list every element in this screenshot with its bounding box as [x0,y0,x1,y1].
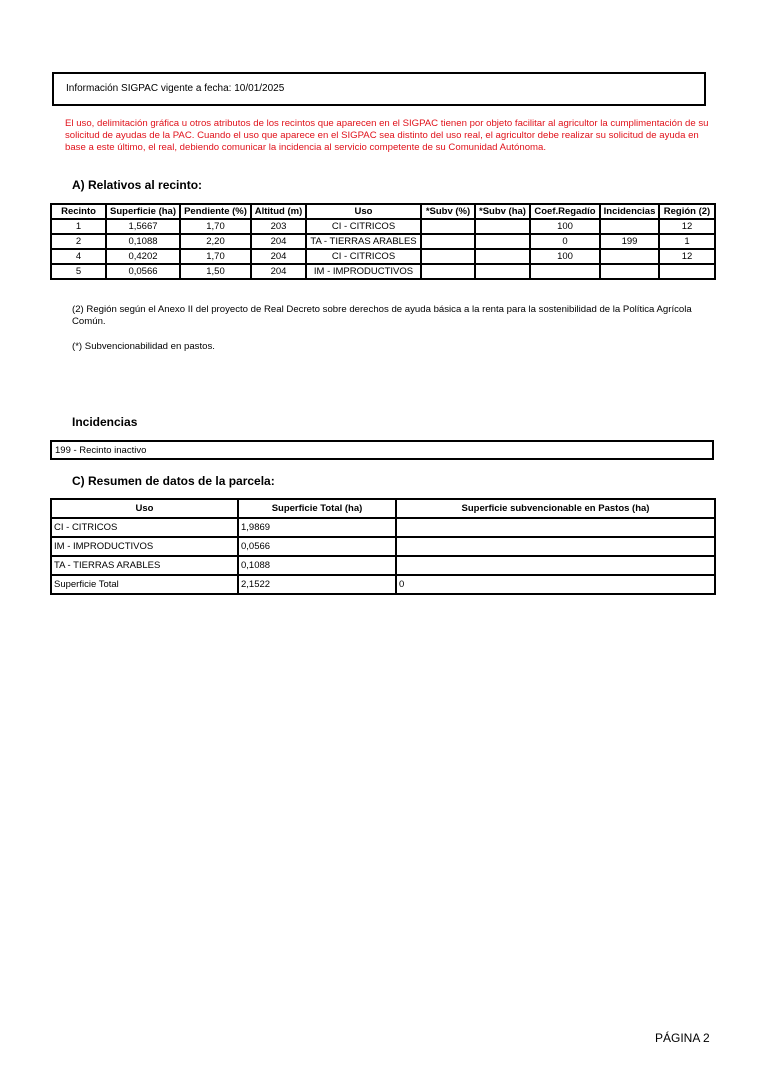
cell-superficie-pastos: 0 [396,575,715,594]
header-recinto: Recinto [51,204,106,219]
cell-superficie-total: 1,9869 [238,518,396,537]
cell-pendiente: 1,70 [180,219,251,234]
cell-superficie-total: 0,1088 [238,556,396,575]
cell-coef-regadio: 100 [530,249,600,264]
cell-superficie-pastos [396,556,715,575]
cell-superficie: 1,5667 [106,219,180,234]
cell-subv-pct [421,249,475,264]
cell-pendiente: 2,20 [180,234,251,249]
cell-coef-regadio: 0 [530,234,600,249]
table-row [51,575,715,594]
cell-recinto: 5 [51,264,106,279]
cell-coef-regadio [530,264,600,279]
cell-subv-pct [421,234,475,249]
cell-altitud: 204 [251,264,306,279]
header-subv-pct: *Subv (%) [421,204,475,219]
info-label: Información SIGPAC vigente a fecha: [66,83,232,94]
table-row [51,264,715,279]
cell-incidencias [600,264,659,279]
header-subv-ha: *Subv (ha) [475,204,530,219]
cell-superficie: 0,4202 [106,249,180,264]
section-a-title: A) Relativos al recinto: [72,178,203,192]
sigpac-info-box [52,72,706,106]
cell-uso: IM - IMPRODUCTIVOS [51,537,238,556]
cell-recinto: 4 [51,249,106,264]
cell-uso: TA - TIERRAS ARABLES [51,556,238,575]
incidencias-box [50,440,714,460]
cell-subv-pct [421,264,475,279]
note-subvencionabilidad: (*) Subvencionabilidad en pastos. [72,341,215,352]
cell-coef-regadio: 100 [530,219,600,234]
incidencias-title: Incidencias [72,415,138,429]
cell-incidencias: 199 [600,234,659,249]
table-row [51,518,715,537]
table-row [51,234,715,249]
header-superficie: Superficie (ha) [106,204,180,219]
page-number: PÁGINA 2 [655,1031,710,1045]
cell-superficie-total: 0,0566 [238,537,396,556]
recinto-header-row [51,204,715,219]
warning-text: El uso, delimitación gráfica u otros atributos de los recintos que aparecen en el SIGPAC tienen por objeto facilitar al agricultor la cumplimentación de su solicitud de ayudas de la PAC. Cuando el uso que aparece en el SIGPAC sea distinto del uso real, el agricultor debe realizar su solicitud de ayuda en base a este último, el real, debiendo comunicar la incidencia al servicio competente de su Comunidad Autónoma. [65,118,709,153]
header-incidencias: Incidencias [600,204,659,219]
cell-superficie-pastos [396,537,715,556]
cell-subv-ha [475,219,530,234]
header-pendiente: Pendiente (%) [180,204,251,219]
resumen-table [50,498,716,595]
cell-uso: CI - CITRICOS [306,219,421,234]
header-altitud: Altitud (m) [251,204,306,219]
table-row [51,219,715,234]
cell-recinto: 1 [51,219,106,234]
section-c-title: C) Resumen de datos de la parcela: [72,474,275,488]
header-superficie-pastos: Superficie subvencionable en Pastos (ha) [396,499,715,518]
cell-uso: CI - CITRICOS [51,518,238,537]
cell-superficie-pastos [396,518,715,537]
cell-region: 1 [659,234,715,249]
cell-pendiente: 1,50 [180,264,251,279]
cell-pendiente: 1,70 [180,249,251,264]
cell-superficie: 0,1088 [106,234,180,249]
cell-subv-ha [475,234,530,249]
cell-incidencias [600,249,659,264]
cell-incidencias [600,219,659,234]
cell-subv-ha [475,264,530,279]
resumen-header-row [51,499,715,518]
header-uso: Uso [306,204,421,219]
incidencia-text: 199 - Recinto inactivo [55,445,147,456]
header-superficie-total: Superficie Total (ha) [238,499,396,518]
cell-recinto: 2 [51,234,106,249]
header-uso: Uso [51,499,238,518]
cell-subv-pct [421,219,475,234]
cell-altitud: 204 [251,249,306,264]
table-row [51,556,715,575]
cell-uso: IM - IMPRODUCTIVOS [306,264,421,279]
cell-superficie-total: 2,1522 [238,575,396,594]
cell-subv-ha [475,249,530,264]
cell-region [659,264,715,279]
header-coef-regadio: Coef.Regadío [530,204,600,219]
recinto-table [50,203,716,280]
cell-uso: TA - TIERRAS ARABLES [306,234,421,249]
cell-region: 12 [659,249,715,264]
header-region: Región (2) [659,204,715,219]
cell-region: 12 [659,219,715,234]
cell-altitud: 203 [251,219,306,234]
info-date: 10/01/2025 [234,83,285,94]
cell-superficie: 0,0566 [106,264,180,279]
note-region: (2) Región según el Anexo II del proyecto de Real Decreto sobre derechos de ayuda básica a la renta para la sostenibilidad de la Política Agrícola Común. [72,304,692,327]
cell-uso: Superficie Total [51,575,238,594]
table-row [51,249,715,264]
cell-altitud: 204 [251,234,306,249]
table-row [51,537,715,556]
cell-uso: CI - CITRICOS [306,249,421,264]
